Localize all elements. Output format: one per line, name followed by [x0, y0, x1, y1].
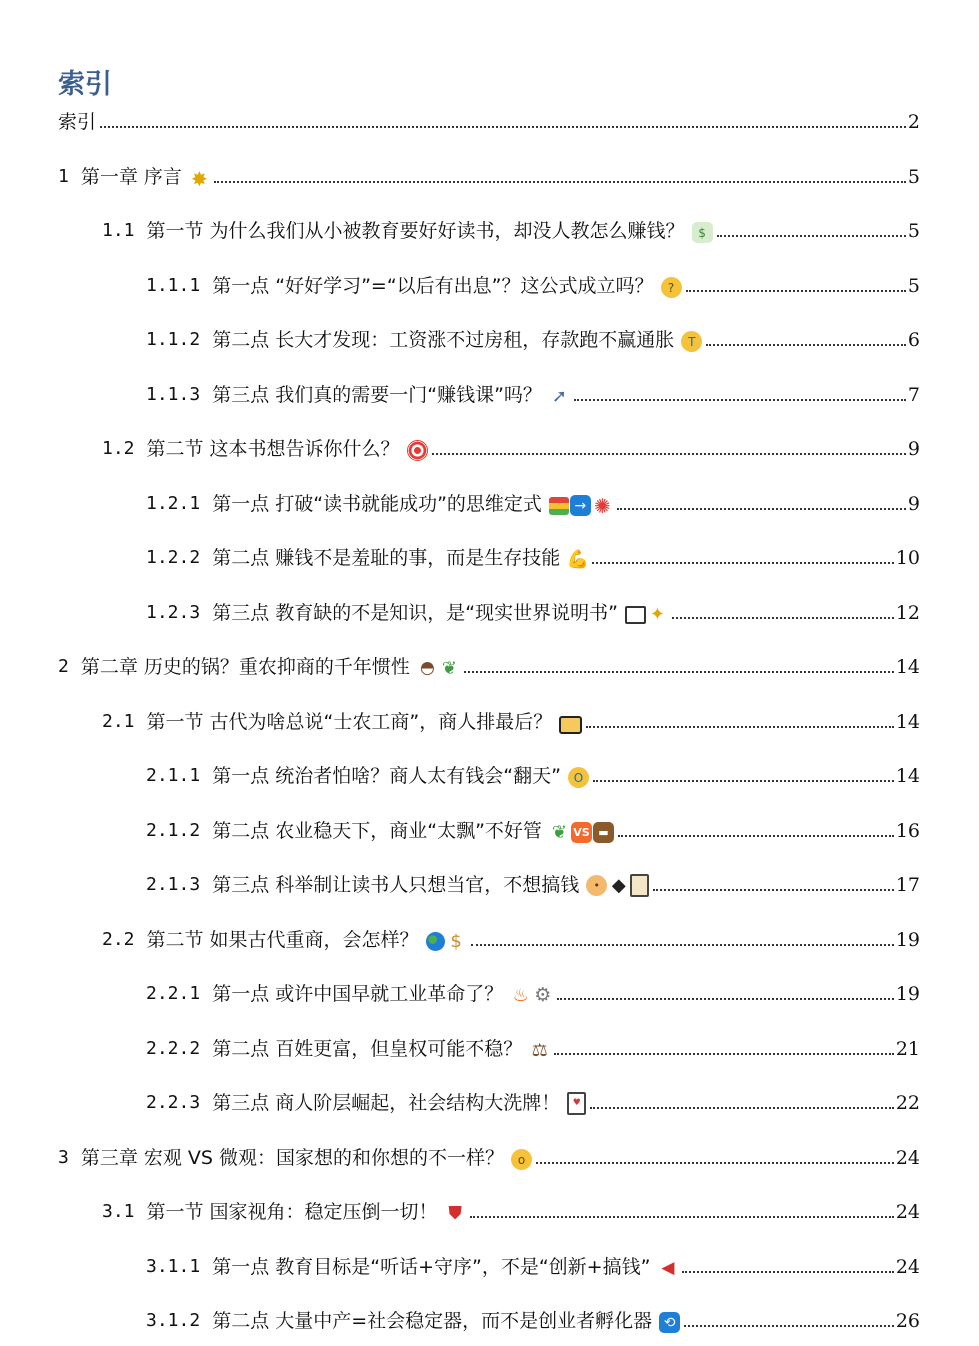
toc-entry-title: 第一点 “好好学习”=“以后有出息”？这公式成立吗？: [212, 275, 654, 297]
toc-entry-number: 2.2.3: [146, 1092, 201, 1113]
toc-entry-title: 第三点 教育缺的不是知识，是“现实世界说明书”: [212, 602, 618, 624]
toc-entry-icons: [624, 604, 668, 625]
toc-entry-icons: [509, 985, 553, 1006]
boy-icon: •: [586, 875, 607, 896]
toc-entry-title: 第一节 国家视角：稳定压倒一切！: [146, 1201, 438, 1223]
toc-entry-page: 14: [895, 765, 920, 787]
toc-entry-icons: [656, 1258, 678, 1279]
toc-entry-icons: [548, 822, 614, 843]
toc-entry-number: 1.1.1: [146, 275, 201, 296]
toc-entry[interactable]: [146, 758, 920, 788]
globe-icon: [426, 932, 445, 951]
toc-entry-number: 1.2: [102, 438, 135, 459]
star-icon: ✸: [191, 166, 208, 191]
toc-entry-title: 第三点 商人阶层崛起，社会结构大洗牌！: [212, 1092, 561, 1114]
money-icon: $: [692, 222, 713, 243]
toc-entry-number: 1.2.2: [146, 547, 201, 568]
toc-entry[interactable]: [146, 1249, 920, 1279]
toc-entry-icons: [510, 1149, 532, 1170]
toc-entry[interactable]: [102, 1194, 920, 1224]
graduation-cap-icon: ◆: [611, 874, 626, 896]
toc-entry-number: 3.1.1: [146, 1256, 201, 1277]
toc-entry-title: 第一点 或许中国早就工业革命了？: [212, 983, 504, 1005]
dot-leader: [684, 1325, 894, 1327]
dot-leader: [432, 453, 906, 455]
dot-leader: [653, 889, 894, 891]
toc-entry-number: 2: [58, 656, 69, 677]
toc-entry-title: 第一节 为什么我们从小被教育要好好读书，却没人教怎么赚钱？: [146, 220, 685, 242]
toc-entry-number: 1.2.1: [146, 493, 201, 514]
cards-icon: ♥: [567, 1092, 586, 1115]
toc-entry-title: 第二章 历史的锅？重农抑商的千年惯性: [80, 656, 410, 678]
toc-entry-page: 14: [895, 656, 920, 678]
toc-entry-number: 1.2.3: [146, 602, 201, 623]
toc-entry[interactable]: [146, 1085, 920, 1115]
toc-entry-number: 2.1.1: [146, 765, 201, 786]
dot-leader: [470, 1216, 894, 1218]
toc-entry-number: 2.1: [102, 711, 135, 732]
books-icon: [549, 497, 569, 515]
arrow-right-icon: →: [570, 495, 591, 516]
toc-entry-page: 9: [907, 438, 920, 460]
toc-entry-page: 21: [895, 1038, 920, 1060]
scroll-icon: [630, 874, 649, 897]
dot-leader: [100, 126, 906, 128]
collision-icon: ✺: [594, 493, 611, 518]
toc-entry-icons: [528, 1040, 550, 1061]
dot-leader: [593, 780, 894, 782]
dot-leader: [717, 235, 906, 237]
toc-entry-title: 索引: [58, 111, 97, 133]
shocked-face-icon: o: [511, 1149, 532, 1170]
dot-leader: [682, 1271, 893, 1273]
toc-entry-title: 第二点 长大才发现：工资涨不过房租，存款跑不赢通胀: [212, 329, 675, 351]
toc-entry-title: 第一节 古代为啥总说“士农工商”，商人排最后？: [146, 711, 553, 733]
dot-leader: [574, 399, 906, 401]
toc-entry-page: 5: [907, 220, 920, 242]
toc-entry-number: 3.1: [102, 1201, 135, 1222]
toc-entry-page: 24: [895, 1201, 920, 1223]
toc-entry-icons: [425, 931, 467, 952]
clock-icon: ◓: [419, 658, 435, 678]
toc-entry-icons: [406, 440, 428, 461]
toc-entry-icons: [558, 716, 582, 734]
toc-entry-page: 19: [895, 929, 920, 951]
money-bag-icon: $: [450, 930, 462, 952]
confused-face-icon: ?: [661, 277, 682, 298]
toc-entry-number: 1.1: [102, 220, 135, 241]
dot-leader: [471, 944, 894, 946]
dot-leader: [617, 508, 906, 510]
toc-entry-number: 2.2.1: [146, 983, 201, 1004]
toc-entry-title: 第二点 百姓更富，但皇权可能不稳？: [212, 1038, 523, 1060]
book-icon: [625, 606, 646, 624]
toc-entry-title: 第三章 宏观 VS 微观：国家想的和你想的不一样？: [80, 1147, 505, 1169]
toc-entry-icons: [566, 1092, 586, 1115]
repeat-icon: ⟲: [659, 1312, 680, 1333]
dot-leader: [214, 181, 906, 183]
plant-icon: ❦: [441, 657, 457, 679]
plant-icon: ❦: [551, 821, 567, 843]
toc-entry[interactable]: [146, 976, 920, 1006]
toc-entry-title: 第一点 教育目标是“听话+守序”，不是“创新+搞钱”: [212, 1256, 651, 1278]
toc-entry-page: 5: [907, 166, 920, 188]
toc-entry-page: 19: [895, 983, 920, 1005]
toc-entry[interactable]: [58, 649, 920, 679]
toc-entry[interactable]: [102, 431, 920, 461]
toc-entry-number: 2.1.3: [146, 874, 201, 895]
toc-entry[interactable]: [146, 268, 920, 298]
folder-icon: [559, 716, 582, 734]
toc-entry-page: 22: [895, 1092, 920, 1114]
toc-entry-title: 第三点 我们真的需要一门“赚钱课”吗？: [212, 384, 542, 406]
vs-icon: VS: [571, 822, 592, 843]
dot-leader: [592, 562, 894, 564]
toc-entry-page: 2: [907, 111, 920, 133]
screaming-face-icon: O: [568, 767, 589, 788]
toc-entry-page: 6: [907, 329, 920, 351]
toc-entry-icons: [416, 658, 460, 679]
gear-icon: ⚙: [534, 984, 552, 1006]
toc-entry-number: 1.1.3: [146, 384, 201, 405]
toc-entry-page: 14: [895, 711, 920, 733]
toc-entry[interactable]: [146, 540, 920, 570]
dot-leader: [557, 998, 894, 1000]
toc-entry-title: 第三点 科举制让读书人只想当官，不想搞钱: [212, 874, 580, 896]
toc-entry-number: 2.2: [102, 929, 135, 950]
toc-entry-number: 2.2.2: [146, 1038, 201, 1059]
toc-entry[interactable]: [146, 813, 920, 843]
toc-entry[interactable]: [146, 867, 920, 897]
toc-entry-page: 12: [895, 602, 920, 624]
sparkle-icon: ✦: [649, 603, 665, 625]
scale-icon: ⚖: [531, 1039, 548, 1061]
crying-face-icon: T: [681, 331, 702, 352]
fire-icon: ♨: [512, 984, 529, 1006]
toc-entry-icons: [548, 495, 613, 516]
toc-entry[interactable]: [58, 1140, 920, 1170]
toc-entry[interactable]: [146, 322, 920, 352]
toc-entry-page: 9: [907, 493, 920, 515]
toc-entry-page: 17: [895, 874, 920, 896]
toc-entry-title: 第二点 农业稳天下，商业“太飘”不好管: [212, 820, 542, 842]
toc-entry-page: 10: [895, 547, 920, 569]
toc-entry-number: 1.1.2: [146, 329, 201, 350]
target-icon: [407, 440, 428, 461]
toc-entry[interactable]: [58, 104, 920, 134]
toc-entry-page: 26: [895, 1310, 920, 1332]
dot-leader: [536, 1162, 894, 1164]
rocket-icon: ➚: [551, 385, 567, 407]
dot-leader: [686, 290, 906, 292]
toc-entry-title: 第二节 这本书想告诉你什么？: [146, 438, 400, 460]
dot-leader: [672, 617, 894, 619]
megaphone-icon: ◀: [661, 1258, 675, 1278]
toc-entry-title: 第一点 统治者怕啥？商人太有钱会“翻天”: [212, 765, 561, 787]
toc-entry-icons: [567, 767, 589, 788]
briefcase-icon: ▬: [593, 822, 614, 843]
toc-entry[interactable]: [58, 159, 920, 189]
toc-entry-icons: [548, 386, 570, 407]
toc-entry-icons: [660, 277, 682, 298]
dot-leader: [618, 835, 894, 837]
toc-entry-page: 24: [895, 1147, 920, 1169]
toc-entry[interactable]: [146, 595, 920, 625]
dot-leader: [586, 726, 894, 728]
toc-entry[interactable]: [146, 377, 920, 407]
toc-entry[interactable]: [102, 213, 920, 243]
toc-entry-title: 第一章 序言: [80, 166, 182, 188]
dot-leader: [554, 1053, 894, 1055]
toc-heading: 索引: [58, 69, 112, 100]
toc-entry-title: 第二点 大量中产=社会稳定器，而不是创业者孵化器: [212, 1310, 653, 1332]
toc-entry-number: 2.1.2: [146, 820, 201, 841]
toc-entry-page: 16: [895, 820, 920, 842]
toc-entry-title: 第二点 赚钱不是羞耻的事，而是生存技能: [212, 547, 561, 569]
toc-entry-page: 5: [907, 275, 920, 297]
toc-entry[interactable]: [102, 704, 920, 734]
dot-leader: [464, 671, 894, 673]
toc-entry-page: 7: [907, 384, 920, 406]
toc-entry-number: 3: [58, 1147, 69, 1168]
toc-entry-number: 1: [58, 166, 69, 187]
dot-leader: [590, 1107, 894, 1109]
toc-entry-title: 第二节 如果古代重商，会怎样？: [146, 929, 419, 951]
toc-entry[interactable]: [146, 1031, 920, 1061]
toc-entry-icons: [680, 331, 702, 352]
toc-entry-icons: [444, 1203, 466, 1224]
toc-entry-icons: [566, 549, 588, 570]
toc-entry-icons: [691, 222, 713, 243]
muscle-icon: 💪: [566, 548, 589, 570]
toc-entry-icons: [585, 874, 649, 897]
toc-entry-title: 第一点 打破“读书就能成功”的思维定式: [212, 493, 542, 515]
toc-entry-number: 3.1.2: [146, 1310, 201, 1331]
toc-entry-icons: [658, 1312, 680, 1333]
toc-entry[interactable]: [146, 1303, 920, 1333]
toc-entry-page: 24: [895, 1256, 920, 1278]
toc-entry-icons: [188, 168, 210, 189]
toc-entry[interactable]: [146, 486, 920, 516]
toc-entry[interactable]: [102, 922, 920, 952]
shield-icon: ⛊: [448, 1202, 462, 1224]
dot-leader: [706, 344, 906, 346]
